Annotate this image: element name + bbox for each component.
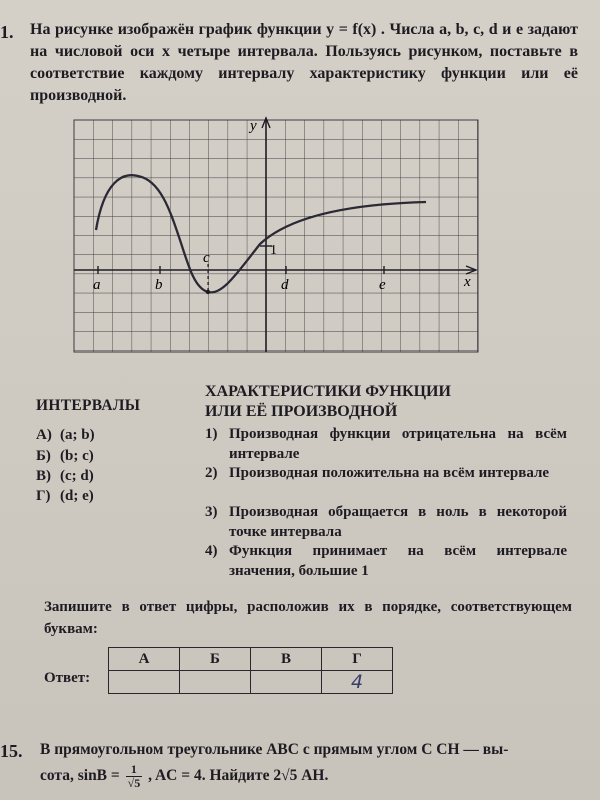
fraction-denominator: √5 (127, 776, 141, 790)
label-one: 1 (270, 243, 277, 258)
fraction-numerator: 1 (126, 763, 143, 777)
answer-table (108, 647, 393, 694)
label-y: y (250, 118, 257, 134)
answer-cell-b[interactable] (180, 671, 251, 694)
characteristics-title-line2: ИЛИ ЕЁ ПРОИЗВОДНОЙ (205, 403, 398, 420)
interval-letter: Б) (36, 448, 51, 464)
characteristic-item (205, 541, 567, 581)
task15-number: 15. (0, 741, 23, 761)
characteristics-title (205, 382, 451, 422)
interval-letter: В) (36, 468, 51, 484)
characteristic-number: 1) (205, 426, 218, 442)
characteristic-item (205, 424, 567, 464)
answer-instruction: Запишите в ответ цифры, расположив их в порядке, соответствующем буквам: (44, 599, 572, 637)
interval-item (36, 468, 94, 485)
min-point (206, 290, 210, 294)
characteristic-number: 3) (205, 504, 218, 520)
sin-fraction (126, 763, 143, 790)
task-intro: На рисунке изображён график функции y = f(x) . Числа a, b, c, d и e задают на числовой оси x четыре интервала. Пользуясь рисунком, поставьте в соответствие каждому интервалу характеристику функции или её производной. (30, 21, 578, 104)
characteristic-text: Функция принимает на всём интервале значения, большие 1 (229, 543, 567, 579)
answer-header-b: Б (180, 648, 251, 671)
answer-header-row (109, 648, 393, 671)
task15-text (40, 737, 580, 790)
grid-area (74, 120, 478, 352)
label-x: x (464, 274, 471, 290)
characteristic-item (205, 463, 567, 503)
label-c: c (203, 250, 210, 266)
interval-value: (d; e) (60, 488, 94, 504)
characteristic-number: 4) (205, 543, 218, 559)
answer-cell-a[interactable] (109, 671, 180, 694)
function-graph (70, 112, 486, 354)
task-number: 1. (0, 22, 14, 42)
characteristic-item (205, 502, 567, 542)
interval-letter: Г) (36, 488, 51, 504)
characteristic-text: Производная положительна на всём интервале (229, 465, 550, 481)
answer-cell-g[interactable]: 4 (322, 671, 393, 694)
intervals-title: ИНТЕРВАЛЫ (36, 397, 141, 414)
task15-line1: В прямоугольном треугольнике ABC с прямым углом C CH — вы- (40, 741, 509, 758)
interval-value: (a; b) (60, 427, 95, 443)
interval-letter: А) (36, 427, 52, 443)
characteristic-text: Производная функции отрицательна на всём интервале (229, 426, 567, 462)
interval-item (36, 448, 94, 465)
answer-header-a: А (109, 648, 180, 671)
label-d: d (281, 277, 289, 293)
answer-header-v: В (251, 648, 322, 671)
interval-value: (c; d) (60, 468, 94, 484)
answer-label: Ответ: (44, 670, 91, 686)
task15-line2 (40, 763, 580, 790)
answer-values-row (109, 671, 393, 694)
characteristic-text: Производная обращается в ноль в некоторой точке интервала (229, 504, 567, 540)
characteristic-number: 2) (205, 465, 218, 481)
interval-item (36, 427, 95, 444)
task15-pre: сота, sinB = (40, 767, 120, 785)
answer-cell-v[interactable] (251, 671, 322, 694)
interval-value: (b; c) (60, 448, 94, 464)
label-e: e (379, 277, 386, 293)
characteristics-title-line1: ХАРАКТЕРИСТИКИ ФУНКЦИИ (205, 383, 451, 400)
answer-header-g: Г (322, 648, 393, 671)
interval-item (36, 488, 94, 505)
label-a: a (93, 277, 101, 293)
label-b: b (155, 277, 163, 293)
task15-post: , AC = 4. Найдите 2√5 AH. (148, 767, 329, 785)
